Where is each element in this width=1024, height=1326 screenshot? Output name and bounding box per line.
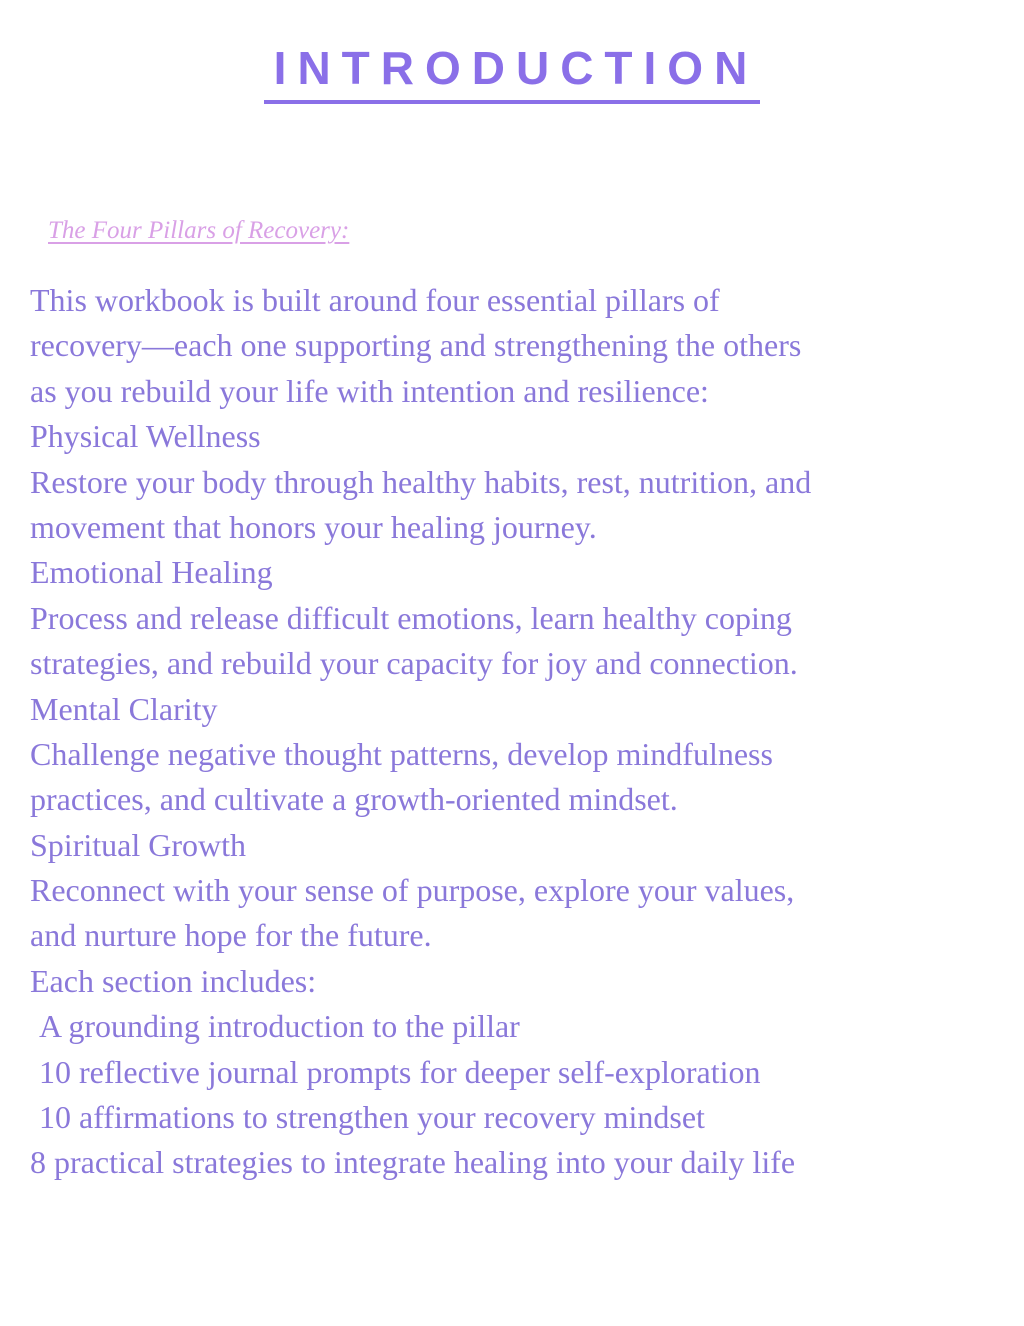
pillar-heading-mental-clarity: Mental Clarity [30,690,218,727]
intro-line: This workbook is built around four essential pillars of [30,282,720,318]
includes-item: 10 reflective journal prompts for deeper self-exploration [39,1053,761,1090]
pillar-heading-spiritual-growth: Spiritual Growth [30,826,246,863]
pillar-heading-physical-wellness: Physical Wellness [30,418,261,455]
pillar-heading-emotional-healing: Emotional Healing [30,554,273,591]
pillar-description: practices, and cultivate a growth-oriented mindset. [30,781,678,818]
section-subtitle: The Four Pillars of Recovery: [48,217,350,244]
pillar-description: Process and release difficult emotions, learn healthy coping [30,599,792,636]
page-title-text: INTRODUCTION [264,38,761,104]
page-title [0,38,1024,104]
pillar-description: movement that honors your healing journey. [30,508,597,545]
pillar-description: Restore your body through healthy habits, rest, nutrition, and [30,463,812,500]
intro-line: recovery—each one supporting and strengthening the others [30,327,802,364]
pillar-description: Reconnect with your sense of purpose, explore your values, [30,872,795,909]
includes-item: 10 affirmations to strengthen your recovery mindset [39,1099,705,1136]
pillar-description: Challenge negative thought patterns, develop mindfulness [30,735,773,772]
pillar-description: strategies, and rebuild your capacity for joy and connection. [30,645,798,682]
includes-item: A grounding introduction to the pillar [39,1008,520,1045]
body-text [30,278,1020,1186]
pillar-description: and nurture hope for the future. [30,917,432,954]
includes-heading: Each section includes: [30,962,317,999]
intro-line: as you rebuild your life with intention and resilience: [30,372,709,409]
includes-item: 8 practical strategies to integrate healing into your daily life [30,1144,796,1181]
